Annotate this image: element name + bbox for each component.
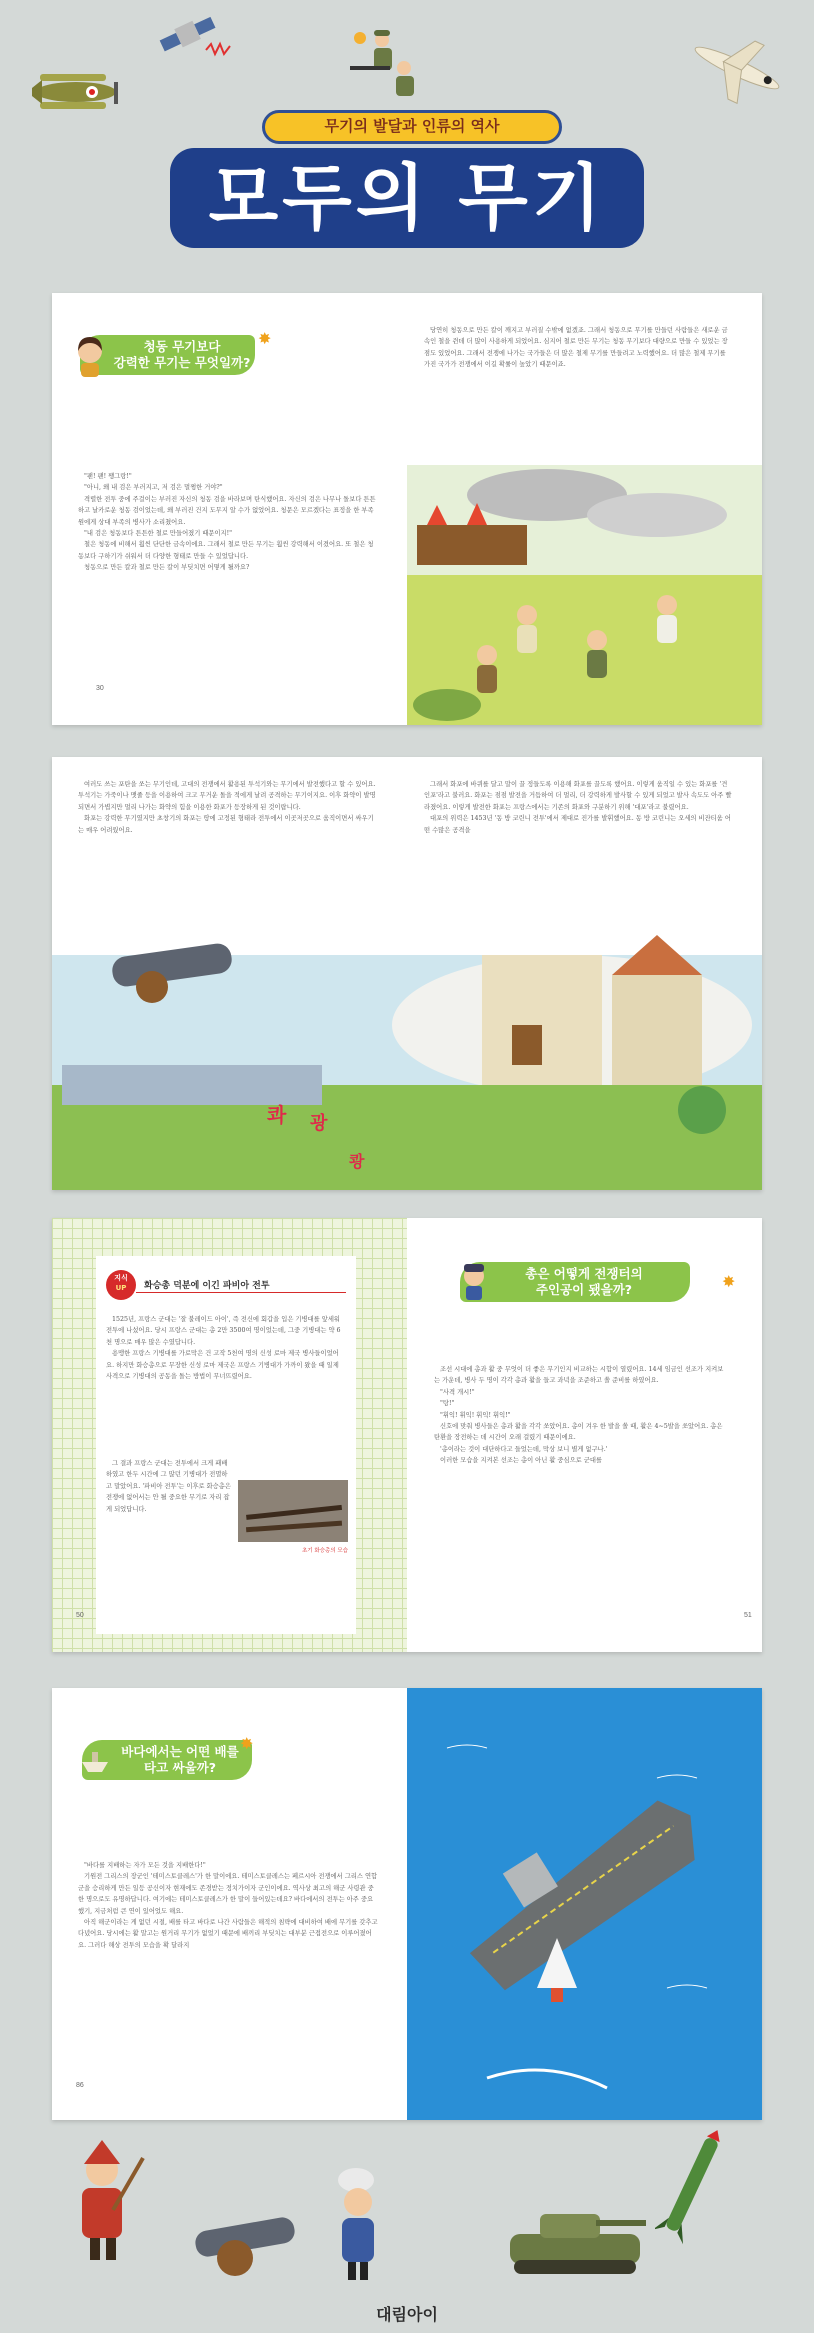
matchlock-gun-photo <box>238 1480 348 1542</box>
book-title: 모두의 무기 <box>208 156 606 240</box>
siege-cannon-illustration <box>52 915 762 1190</box>
cannon-illustration <box>185 2204 315 2284</box>
book-spread-3 <box>52 1218 762 1652</box>
left-page-text: "바다를 지배하는 자가 모든 것을 지배한다!" 기원전 그리스의 장군인 '테미스토클레스'가 한 말이에요. 테미스토클레스는 페르시아 전쟁에서 그리스 연합군을 승리하게 만든 일등 공신이자 현재에도 존경받는 정치가이자 군인이에요. 역사상 최고의 해군 사령관 중 한 명으로도 유명하답니다. 여기에는 테미스토클레스가 한 말이 들어있는데요? 바다에서의 전투는 아주 중요했기, 지금처럼 큰 연이 있어었도 해요. 아직 해군이라는 게 없던 시절, 배를 타고 바다로 나간 사람들은 해적의 침략에 대비하여 배에 무기를 갖추고 다녔어요. 당시에는 활 말고는 원거리 무기가 없었기 때문에 배끼리 부딪치는 대부분 근접전으로 이루어졌어요. 그러다 해상 전투의 모습을 확 달라지 <box>78 1862 378 1949</box>
right-page-text: 당연히 청동으로 만든 칼이 깨지고 부러질 수밖에 없겠죠. 그래서 청동으로 무기를 만들던 사람들은 새로운 금속인 철을 쥔데 더 많이 사용하게 되었어요. 심지어 철로 만든 무기는 청동 무기보다 대량으로 만들 수 있었는 장점도 있었어요. 그래서 전쟁에 나가는 국가들은 더 많은 철제 무기를 만들려고 노력했어요. 더 많은 철제 무기를 가진 국가가 전쟁에서 이길 확률이 높았기 때문이죠. <box>424 327 728 369</box>
general-character-illustration <box>56 2134 156 2264</box>
publisher-logo: 대림아이 <box>376 2305 438 2324</box>
subtitle: 무기의 발달과 인류의 역사 <box>324 117 500 135</box>
box-text: 1525년, 프랑스 군대는 '잘 불레이드 아이', 즉 전신에 회갑을 입은 기병대를 앞세워 전투에 나섰어요. 당시 프랑스 군대는 총 2만 3500여 명이었는데, 그중 기병대는 약 6천 명으로 매우 많은 수였답니다. 용맹한 프랑스 기병대를 가로막은 건 고작 5천여 명의 신성 로마 제국 병사들이었어요. 하지만 화승총으로 무장한 신성 로마 제국은 프랑스 기병대가 가까이 왔을 때 일제 사격으로 기병대의 공동을 돌는 방법이 무너뜨렸어요. <box>106 1316 341 1381</box>
ribbon-line-2: 주인공이 됐을까? <box>535 1282 633 1297</box>
page-number: 86 <box>76 2082 84 2089</box>
header <box>0 0 814 290</box>
star-icon: ✸ <box>240 1734 254 1753</box>
knowledge-up-box <box>96 1256 356 1634</box>
ribbon-line-1: 바다에서는 어떤 배를 <box>121 1744 239 1759</box>
left-page-text: 여러도 쓰는 포탄을 쏘는 무기인데, 고대의 전쟁에서 활용된 투석기와는 무기에서 발전했다고 할 수 있어요. 투석기는 가죽이나 맷줄 등을 이용하여 크고 무거운 돌을 적에게 날려 공격하는 무기이지요. 이후 화약이 발명되면서 가볍지만 멀리 나가는 화약의 힘을 이용한 화포가 등장하게 된 것이랍니다. 화포는 강력한 무기였지만 초창기의 화포는 땅에 고정된 형태라 전투에서 이곳저곳으로 움직이면서 싸우기는 매우 어려웠어요. <box>78 781 376 834</box>
left-page-text: "팬! 팬! 쨍그랑!" "아니, 왜 내 검은 부러지고, 저 검은 멀쩡한 거야?" 격렬한 전투 중에 주걸이는 부러진 자신의 청동 검을 바라보며 탄식했어요. 자신의 검은 나무나 돌보다 튼튼하고 날카로운 청동 검이었는데, 왜 부러진 건지 도무지 알 수가 없었어요. 청문은 모르겠다는 표정을 한 부족원에게 상대 부족의 병사가 소리쳤어요. "내 검은 청동보다 튼튼한 철로 만들어졌기 때문이지!" 철은 청동에 비해서 훨씬 단단한 금속이에요. 그래서 철로 만든 무기는 훨씬 강력해서 이겼어요. 또 철은 청동보다 구하기가 쉬워서 더 다양한 형태로 만들 수 있었답니다. 청동으로 만든 칼과 철로 만든 칼이 부딪치면 어떻게 될까요? <box>78 473 376 572</box>
sound-effect-text: 광 <box>310 1113 328 1134</box>
box-title-underline <box>136 1292 346 1293</box>
soldiers-illustration <box>340 20 430 100</box>
right-page-text: 그래서 화포에 바퀴를 달고 말이 끌 정들도록 이용해 화포를 끌도록 했어요. 이렇게 움직일 수 있는 화포를 '견인포'라고 불러요. 화포는 점점 발전을 거듭하여 더 멀리, 더 강력하게 발사할 수 있게 되었고 발사 속도도 아주 빨라졌어요. 이렇게 발전한 화포는 프랑스에서는 기존의 화포와 구분하기 위해 '대포'라고 불렸어요. 대포의 위력은 1453년 '동 방 코린니 전투'에서 제대로 진가를 발휘했어요. 동 방 코린니는 오세의 비잔티움 어떤 수많은 공격을 <box>424 781 732 834</box>
ribbon-line-2: 타고 싸울까? <box>144 1760 216 1775</box>
ribbon-line-1: 청동 무기보다 <box>143 339 221 354</box>
musketeer-character-illustration <box>320 2164 400 2284</box>
star-icon: ✸ <box>258 329 272 348</box>
biplane-illustration <box>28 60 128 122</box>
ship-character-icon <box>80 1748 110 1774</box>
ribbon-line-1: 총은 어떻게 전쟁터의 <box>525 1266 643 1281</box>
badge-top-label: 지식 <box>114 1274 128 1282</box>
zigzag-signal-icon <box>205 40 231 60</box>
book-spread-4 <box>52 1688 762 2120</box>
sound-effect-text: 쾅 <box>349 1152 365 1171</box>
box-title: 화승총 덕분에 이긴 파비아 전투 <box>144 1281 270 1291</box>
sound-effect-text: 콰 <box>267 1103 287 1127</box>
aircraft-carrier-illustration <box>407 1688 762 2120</box>
footer <box>0 2124 814 2333</box>
book-spread-1 <box>52 293 762 725</box>
star-icon: ✸ <box>722 1272 736 1291</box>
book-spread-2 <box>52 757 762 1190</box>
iron-age-battle-illustration <box>407 465 762 725</box>
page-number: 50 <box>76 1612 84 1619</box>
photo-caption: 초기 화승총의 모습 <box>301 1548 348 1554</box>
page-number: 30 <box>96 685 104 692</box>
box-text-narrow: 그 결과 프랑스 군대는 전투에서 크게 패배하였고 한두 시간에 그 많던 기병대가 전멸하고 말았어요. '파비아 전투'는 이후로 화승총은 전쟁에 없어서는 안 될 중요한 무기로 자리 잡게 되었답니다. <box>106 1460 231 1513</box>
ribbon-line-2: 강력한 무기는 무엇일까? <box>113 355 251 370</box>
fighter-jet-illustration <box>682 28 792 108</box>
missile-illustration <box>655 2124 725 2254</box>
badge-bottom-label: UP <box>115 1284 127 1292</box>
right-page-text: 조선 시대에 총과 활 중 무엇이 더 좋은 무기인지 비교하는 시합이 열렸어요. 14세 임금인 선조가 지켜보는 가운데, 병사 두 명이 각각 총과 활을 들고 과녁을 조준하고 쏠 준비를 하였어요. "사격 개시!" "탕!" "휘익! 휘익! 휘익! 휘익!" 신호에 맞춰 병사들은 총과 활을 각각 쏘았어요. 총이 겨우 한 발을 쏠 때, 활은 4~5발을 쏘았어요. 총은 탄환을 장전하는 데 시간이 오래 걸렸기 때문이에요. '총이라는 것이 대단하다고 들었는데, 막상 보니 별게 없구나.' 이러한 모습을 지켜본 선조는 총이 아닌 활 중심으로 군대를 <box>434 1366 724 1465</box>
page-number: 51 <box>744 1612 752 1619</box>
tank-illustration <box>500 2194 650 2284</box>
girl-character-icon <box>70 333 110 379</box>
